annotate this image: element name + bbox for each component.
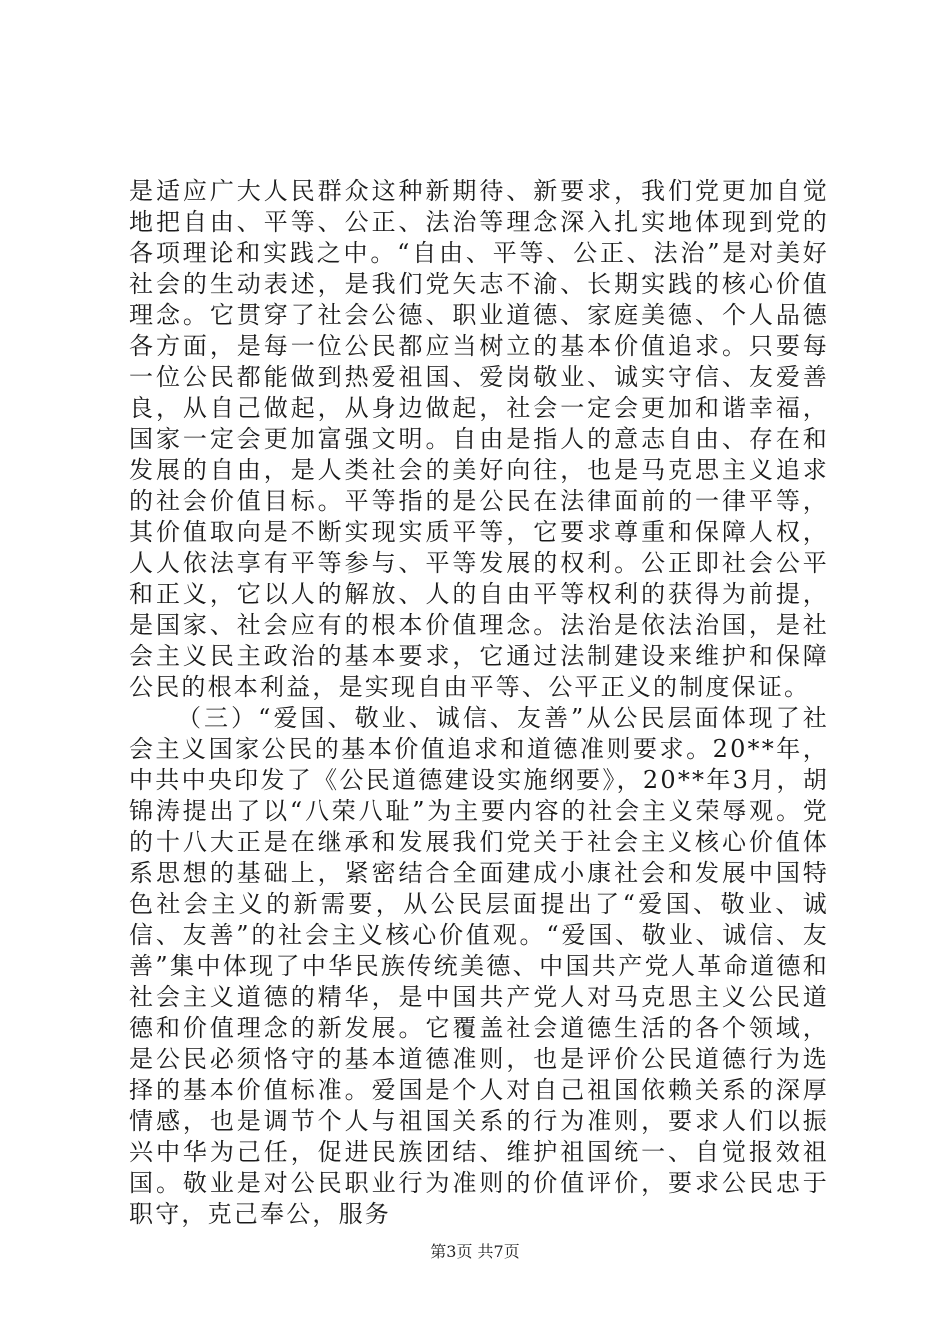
document-body	[129, 176, 829, 1230]
paragraph-2: （三）“爱国、敬业、诚信、友善”从公民层面体现了社会主义国家公民的基本价值追求和道德准则要求。20**年，中共中央印发了《公民道德建设实施纲要》，20**年3月，胡锦涛提出了以“八荣八耻”为主要内容的社会主义荣辱观。党的十八大正是在继承和发展我们党关于社会主义核心价值体系思想的基础上，紧密结合全面建成小康社会和发展中国特色社会主义的新需要，从公民层面提出了“爱国、敬业、诚信、友善”的社会主义核心价值观。“爱国、敬业、诚信、友善”集中体现了中华民族传统美德、中国共产党人革命道德和社会主义道德的精华，是中国共产党人对马克思主义公民道德和价值理念的新发展。它覆盖社会道德生活的各个领域，是公民必须恪守的基本道德准则，也是评价公民道德行为选择的基本价值标准。爱国是个人对自己祖国依赖关系的深厚情感，也是调节个人与祖国关系的行为准则，要求人们以振兴中华为己任，促进民族团结、维护祖国统一、自觉报效祖国。敬业是对公民职业行为准则的价值评价，要求公民忠于职守，克己奉公，服务	[129, 704, 829, 1228]
paragraph-1: 是适应广大人民群众这种新期待、新要求，我们党更加自觉地把自由、平等、公正、法治等理念深入扎实地体现到党的各项理论和实践之中。“自由、平等、公正、法治”是对美好社会的生动表述，是我们党矢志不渝、长期实践的核心价值理念。它贯穿了社会公德、职业道德、家庭美德、个人品德各方面，是每一位公民都应当树立的基本价值追求。只要每一位公民都能做到热爱祖国、爱岗敬业、诚实守信、友爱善良，从自己做起，从身边做起，社会一定会更加和谐幸福，国家一定会更加富强文明。自由是指人的意志自由、存在和发展的自由，是人类社会的美好向往，也是马克思主义追求的社会价值目标。平等指的是公民在法律面前的一律平等，其价值取向是不断实现实质平等，它要求尊重和保障人权，人人依法享有平等参与、平等发展的权利。公正即社会公平和正义，它以人的解放、人的自由平等权利的获得为前提，是国家、社会应有的根本价值理念。法治是依法治国，是社会主义民主政治的基本要求，它通过法制建设来维护和保障公民的根本利益，是实现自由平等、公平正义的制度保证。	[129, 177, 829, 701]
page-footer: 第3页 共7页	[430, 1242, 520, 1261]
